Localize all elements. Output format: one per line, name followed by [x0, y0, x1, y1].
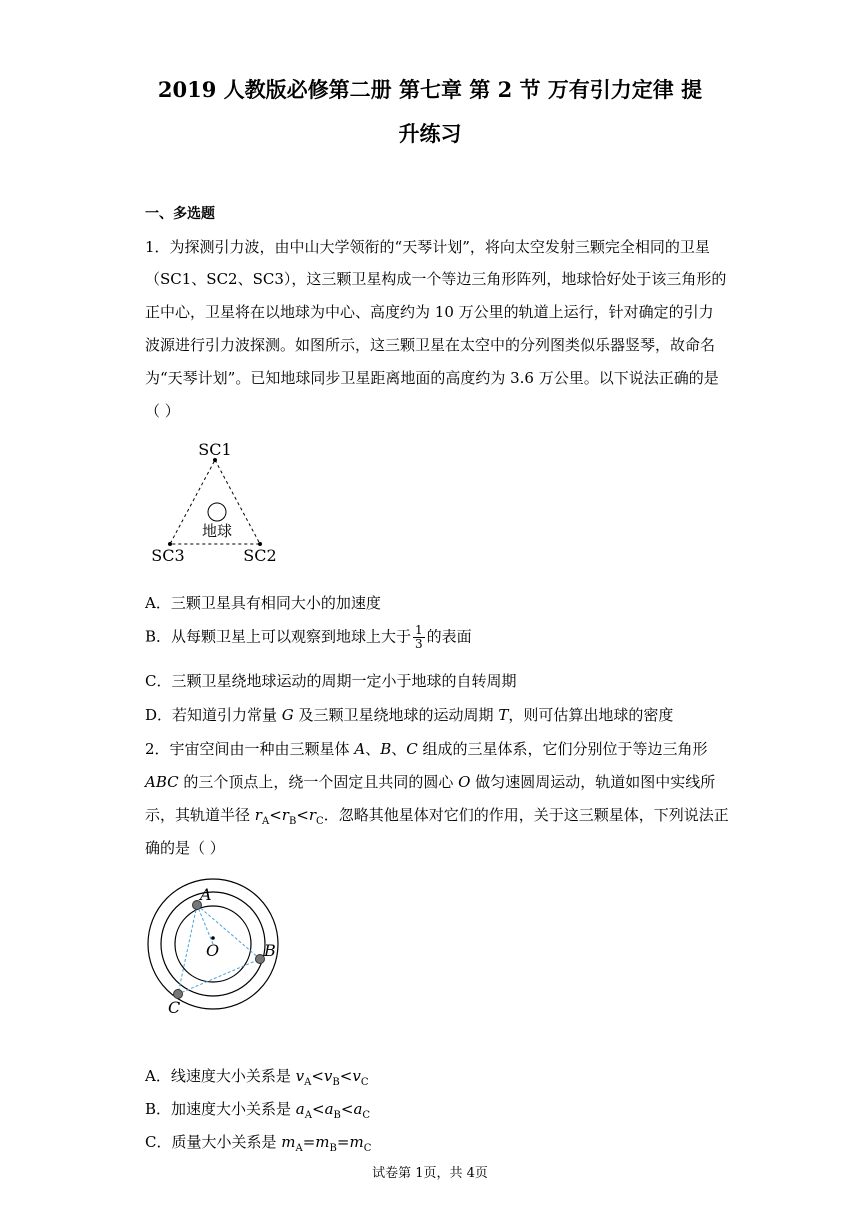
ma-sub: A — [295, 1143, 303, 1154]
radius-c-sub: C — [316, 816, 324, 827]
vc-sub: C — [360, 1077, 369, 1088]
q1-option-d-g: G — [281, 706, 294, 724]
q1-line-1: 1．为探测引力波，由中山大学领衔的“天琴计划”，将向太空发射三颗完全相同的卫星 — [145, 238, 710, 256]
earth-circle — [208, 503, 226, 521]
q1-line-3: 正中心，卫星将在以地球为中心、高度约为 10 万公里的轨道上运行，针对确定的引力 — [145, 303, 714, 321]
q2-line-2 — [145, 771, 715, 792]
one-third-fraction — [413, 624, 425, 651]
q2-l2-o: O — [458, 773, 471, 791]
va-sub: A — [304, 1077, 312, 1088]
radius-b-sub: B — [288, 816, 297, 827]
oa-line — [197, 905, 213, 944]
vc: v — [352, 1067, 361, 1085]
q1-line-6: （ ） — [145, 402, 180, 420]
q2-option-c — [145, 1131, 371, 1154]
radius-a: r — [254, 806, 262, 824]
vb-sub: B — [332, 1077, 340, 1088]
q2-l1-post: 组成的三星体系，它们分别位于等边三角形 — [417, 740, 708, 758]
mb: m — [315, 1133, 330, 1151]
q2-l2-mid: 的三个顶点上，绕一个固定且共同的圆心 — [178, 773, 459, 791]
radius-c: r — [308, 806, 317, 824]
q1-option-d-t: T — [498, 706, 509, 724]
lt-2: < — [296, 806, 309, 824]
q2-l1-pre: 2．宇宙空间由一种由三颗星体 — [145, 740, 355, 758]
q2-option-a — [145, 1065, 368, 1088]
q1-line-4: 波源进行引力波探测。如图所示，这三颗卫星在太空中的分列图类似乐器竖琴，故命名 — [145, 336, 716, 354]
ma: m — [281, 1133, 296, 1151]
label-o: O — [206, 941, 220, 960]
q2-l2-post: 做匀速圆周运动，轨道如图中实线所 — [470, 773, 716, 791]
vb: v — [323, 1067, 333, 1085]
mb-eq: = — [336, 1133, 350, 1151]
q1-option-b-pre: B．从每颗卫星上可以观察到地球上大于 — [145, 627, 412, 646]
q2-l1-sep1: 、 — [365, 740, 381, 758]
q2-l1-b: B — [380, 740, 392, 758]
q1-option-d-post: ，则可估算出地球的密度 — [508, 706, 674, 724]
radius-b: r — [281, 806, 289, 824]
q2-l1-sep2: 、 — [391, 740, 407, 758]
lt-1: < — [269, 806, 282, 824]
va-lt: < — [311, 1067, 324, 1085]
ac-sub: C — [362, 1110, 371, 1121]
mb-sub: B — [329, 1143, 337, 1154]
q2-l1-a: A — [354, 740, 366, 758]
q1-option-d-pre: D．若知道引力常量 — [145, 706, 282, 724]
q2-l3-pre: 示，其轨道半径 — [145, 806, 255, 824]
q1-line-5: 为“天琴计划”。已知地球同步卫星距离地面的高度约为 3.6 万公里。以下说法正确的是 — [145, 369, 719, 387]
q1-option-c: C．三颗卫星绕地球运动的周期一定小于地球的自转周期 — [145, 672, 517, 690]
section-heading: 一、多选题 — [145, 206, 215, 222]
q2-line-3 — [145, 804, 729, 827]
q1-line-2: （SC1、SC2、SC3），这三颗卫星构成一个等边三角形阵列，地球恰好处于该三角形的 — [145, 270, 727, 288]
label-b: B — [264, 941, 276, 960]
radius-a-sub: A — [261, 816, 270, 827]
q1-option-d-mid: 及三颗卫星绕地球的运动周期 — [293, 706, 499, 724]
q1-option-a: A．三颗卫星具有相同大小的加速度 — [145, 594, 381, 612]
fraction-denominator: 3 — [415, 637, 423, 651]
q2-line-1 — [145, 738, 708, 759]
q2-l2-abc: ABC — [145, 773, 179, 791]
q2-opt-a-pre: A．线速度大小关系是 — [145, 1067, 296, 1085]
va: v — [295, 1067, 305, 1085]
sc3-label: SC3 — [151, 546, 185, 565]
q2-l1-c: C — [406, 740, 418, 758]
center-dot — [211, 936, 215, 940]
q2-option-b — [145, 1098, 370, 1121]
q2-line-4: 确的是（ ） — [145, 839, 225, 857]
ab: a — [324, 1100, 334, 1118]
page-title-line2: 升练习 — [398, 121, 462, 146]
q2-orbit-figure — [140, 876, 290, 1021]
q1-option-b — [145, 624, 472, 651]
page-footer: 试卷第 1页，共 4页 — [372, 1166, 488, 1181]
mc-sub: C — [363, 1143, 372, 1154]
q2-opt-c-pre: C．质量大小关系是 — [145, 1133, 282, 1151]
label-c: C — [168, 998, 181, 1017]
ab-lt: < — [340, 1100, 354, 1118]
ac: a — [353, 1100, 363, 1118]
vb-lt: < — [339, 1067, 353, 1085]
q2-opt-b-pre: B．加速度大小关系是 — [145, 1100, 296, 1118]
aa-lt: < — [311, 1100, 325, 1118]
mc: m — [349, 1133, 364, 1151]
aa-sub: A — [304, 1110, 312, 1121]
sc2-label: SC2 — [243, 546, 277, 565]
q1-option-b-post: 的表面 — [426, 627, 472, 646]
sc1-label: SC1 — [198, 440, 232, 459]
earth-label: 地球 — [201, 522, 233, 540]
ma-eq: = — [302, 1133, 316, 1151]
label-a: A — [200, 885, 212, 904]
q1-triangle-figure — [140, 432, 290, 572]
aa: a — [295, 1100, 305, 1118]
q1-option-d — [145, 704, 673, 725]
q2-l3-post: ．忽略其他星体对它们的作用，关于这三颗星体，下列说法正 — [323, 806, 729, 824]
page-title-line1: 2019 人教版必修第二册 第七章 第 2 节 万有引力定律 提 — [157, 77, 703, 102]
ab-sub: B — [333, 1110, 341, 1121]
fraction-numerator: 1 — [415, 623, 423, 637]
